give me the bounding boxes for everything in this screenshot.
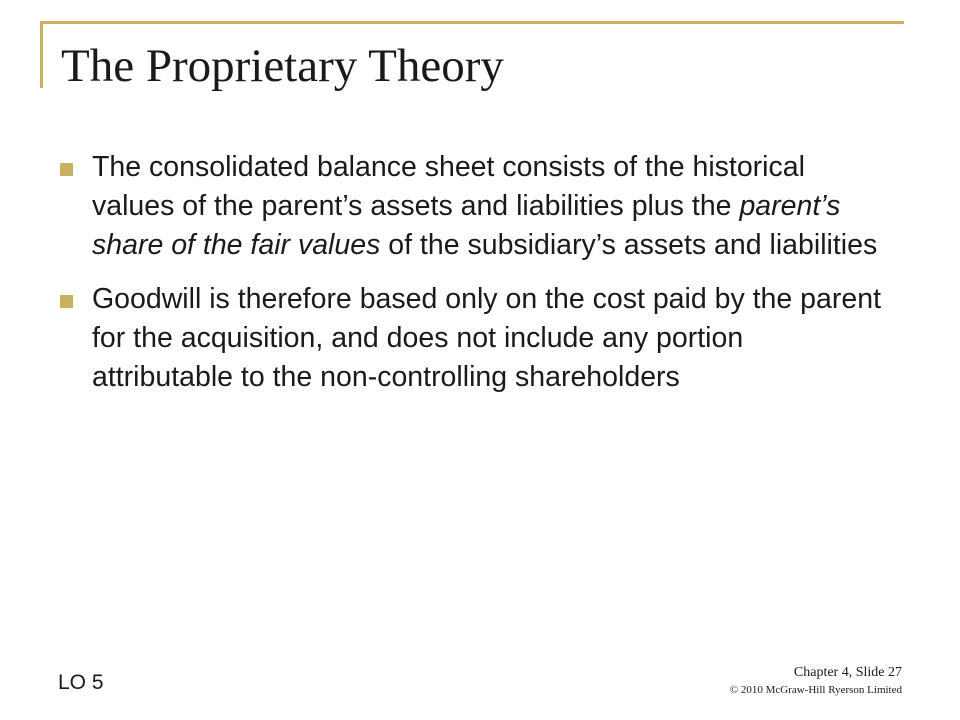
slide-footer <box>730 664 902 698</box>
title-frame-top-rule <box>40 21 904 24</box>
copyright-notice: © 2010 McGraw-Hill Ryerson Limited <box>729 684 902 696</box>
bullet-item-1 <box>92 148 882 265</box>
chapter-slide-number: Chapter 4, Slide 27 <box>793 665 902 680</box>
bullet-item-2 <box>92 280 882 397</box>
bullet-1-emphasis: parent’s share of the fair values <box>92 190 841 261</box>
bullet-list <box>92 148 882 412</box>
square-bullet-icon <box>60 163 73 176</box>
bullet-1-text-part2: of the subsidiary’s assets and liabilities <box>380 229 878 261</box>
bullet-1-text-part1: The consolidated balance sheet consists of the historical values of the parent’s assets and liabilities plus the <box>92 151 805 222</box>
learning-objective-label: LO 5 <box>58 671 104 694</box>
bullet-2-text: Goodwill is therefore based only on the cost paid by the parent for the acquisition, and does not include any portion attributable to the non-controlling shareholders <box>92 283 881 393</box>
slide-title: The Proprietary Theory <box>61 40 504 92</box>
title-frame-left-rule <box>40 21 43 88</box>
square-bullet-icon <box>60 295 73 308</box>
